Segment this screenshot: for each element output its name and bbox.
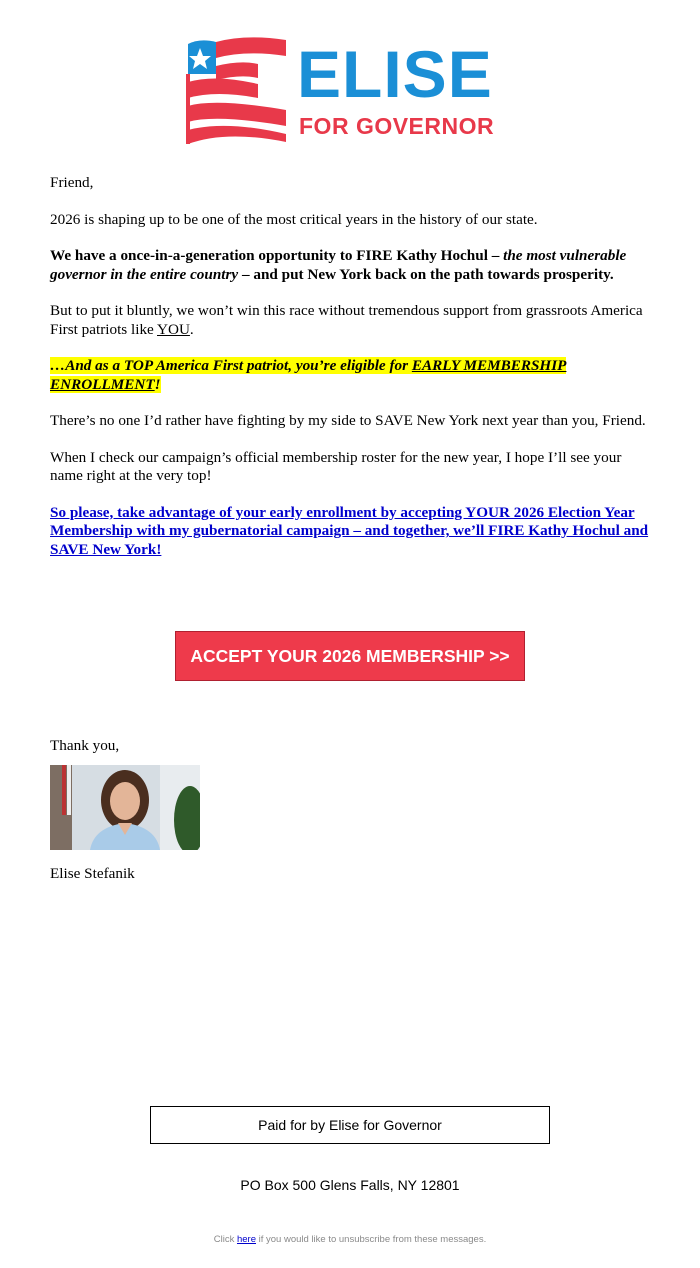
flag-e-icon (186, 34, 290, 146)
paragraph-link (50, 504, 650, 560)
early-enrollment-emphasis: EARLY MEMBERSHIP ENROLLMENT (50, 357, 567, 393)
mailing-address: PO Box 500 Glens Falls, NY 12801 (240, 1177, 460, 1193)
paragraph-1: 2026 is shaping up to be one of the most critical years in the history of our state. (50, 210, 538, 228)
paragraph-3: But to put it bluntly, we won’t win this race without tremendous support from grassroots America First patriots like YOU. (50, 302, 643, 338)
you-emphasis: YOU (157, 320, 190, 338)
paragraph-2: We have a once-in-a-generation opportunity to FIRE Kathy Hochul – the most vulnerable governor in the entire country – and put New York back on the path towards prosperity. (50, 247, 627, 283)
cta-container (175, 631, 525, 681)
paragraph-6: When I check our campaign’s official membership roster for the new year, I hope I’ll see your name right at the very top! (50, 448, 622, 484)
campaign-logo (186, 34, 516, 146)
logo-tagline: FOR GOVERNOR (299, 113, 495, 139)
candidate-photo (50, 765, 200, 850)
paid-for-box: Paid for by Elise for Governor (150, 1106, 550, 1144)
signature: Elise Stefanik (50, 865, 135, 882)
closing-thanks: Thank you, (50, 737, 120, 754)
paragraph-5: There’s no one I’d rather have fighting by my side to SAVE New York next year than you, Friend. (50, 412, 646, 429)
unsubscribe-line: Click here if you would like to unsubscribe from these messages. (213, 1234, 487, 1245)
paragraph-4-highlight: …And as a TOP America First patriot, you’re eligible for EARLY MEMBERSHIP ENROLLMENT! (50, 357, 567, 393)
accept-membership-button[interactable]: ACCEPT YOUR 2026 MEMBERSHIP >> (175, 631, 525, 681)
greeting: Friend, (50, 174, 94, 191)
unsubscribe-link[interactable]: here (236, 1234, 256, 1245)
email-body (50, 174, 650, 577)
membership-link[interactable]: So please, take advantage of your early enrollment by accepting YOUR 2026 Election Year Membership with my gubernatorial campaign – and together, we’ll FIRE Kathy Hochul and SAVE New York! (50, 503, 649, 558)
logo-name: ELISE (297, 37, 493, 111)
